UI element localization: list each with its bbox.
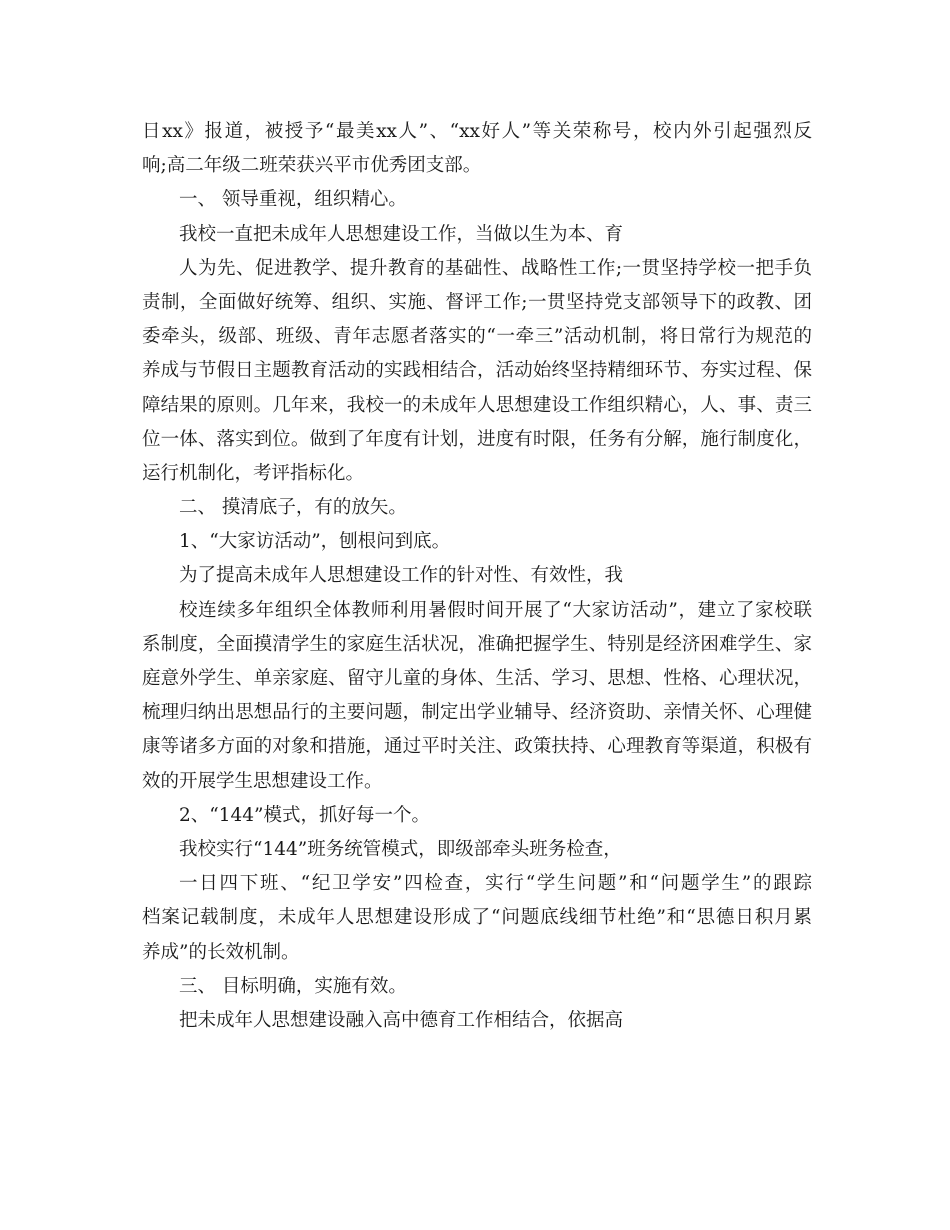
text-line: 运行机制化，考评指标化。 <box>142 462 365 484</box>
subsection-heading: 2、“144”模式，抓好每一个。 <box>179 804 430 826</box>
text-line: 校连续多年组织全体教师利用暑假时间开展了“大家访活动”，建立了家校联 <box>179 599 812 621</box>
text-line: 委牵头，级部、班级、青年志愿者落实的“一牵三”活动机制，将日常行为规范的 <box>142 326 812 348</box>
text-line: 梳理归纳出思想品行的主要问题，制定出学业辅导、经济资助、亲情关怀、心理健 <box>142 702 812 724</box>
text-line: 庭意外学生、单亲家庭、留守儿童的身体、生活、学习、思想、性格、心理状况， <box>142 668 812 689</box>
text-line: 我校一直把未成年人思想建设工作，当做以生为本、育 <box>179 223 624 245</box>
text-line: 人为先、促进教学、提升教育的基础性、战略性工作;一贯坚持学校一把手负 <box>179 257 812 279</box>
subsection-heading: 1、“大家访活动”，刨根问到底。 <box>179 531 451 553</box>
text-line: 养成与节假日主题教育活动的实践相结合，活动始终坚持精细环节、夯实过程、保 <box>142 360 812 382</box>
text-line: 一日四下班、“纪卫学安”四检查，实行“学生问题”和“问题学生”的跟踪 <box>179 873 812 895</box>
text-line: 我校实行“144”班务统管模式，即级部牵头班务检查， <box>179 838 622 860</box>
text-line: 响;高二年级二班荣获兴平市优秀团支部。 <box>142 155 482 177</box>
text-line: 把未成年人思想建设融入高中德育工作相结合，依据高 <box>179 1009 624 1031</box>
text-line: 障结果的原则。几年来，我校一的未成年人思想建设工作组织精心，人、事、责三 <box>142 394 812 416</box>
text-line: 系制度，全面摸清学生的家庭生活状况，准确把握学生、特别是经济困难学生、家 <box>142 633 812 655</box>
section-heading: 一、 领导重视，组织精心。 <box>179 189 407 211</box>
document-body <box>142 115 812 1038</box>
text-line: 效的开展学生思想建设工作。 <box>142 770 383 792</box>
section-heading: 二、 摸清底子，有的放矢。 <box>179 497 407 519</box>
section-heading: 三、 目标明确，实施有效。 <box>179 975 407 997</box>
text-line: 为了提高未成年人思想建设工作的针对性、有效性，我 <box>179 565 624 587</box>
text-line: 日xx》报道，被授予“最美xx人”、“xx好人”等关荣称号，校内外引起强烈反 <box>142 121 812 142</box>
text-line: 康等诸多方面的对象和措施，通过平时关注、政策扶持、心理教育等渠道，积极有 <box>142 736 812 758</box>
text-line: 档案记载制度，未成年人思想建设形成了“问题底线细节杜绝”和“思德日积月累 <box>142 907 812 929</box>
text-line: 责制，全面做好统筹、组织、实施、督评工作;一贯坚持党支部领导下的政教、团 <box>142 291 812 313</box>
text-line: 位一体、落实到位。做到了年度有计划，进度有时限，任务有分解，施行制度化， <box>142 428 812 450</box>
text-line: 养成”的长效机制。 <box>142 941 300 963</box>
